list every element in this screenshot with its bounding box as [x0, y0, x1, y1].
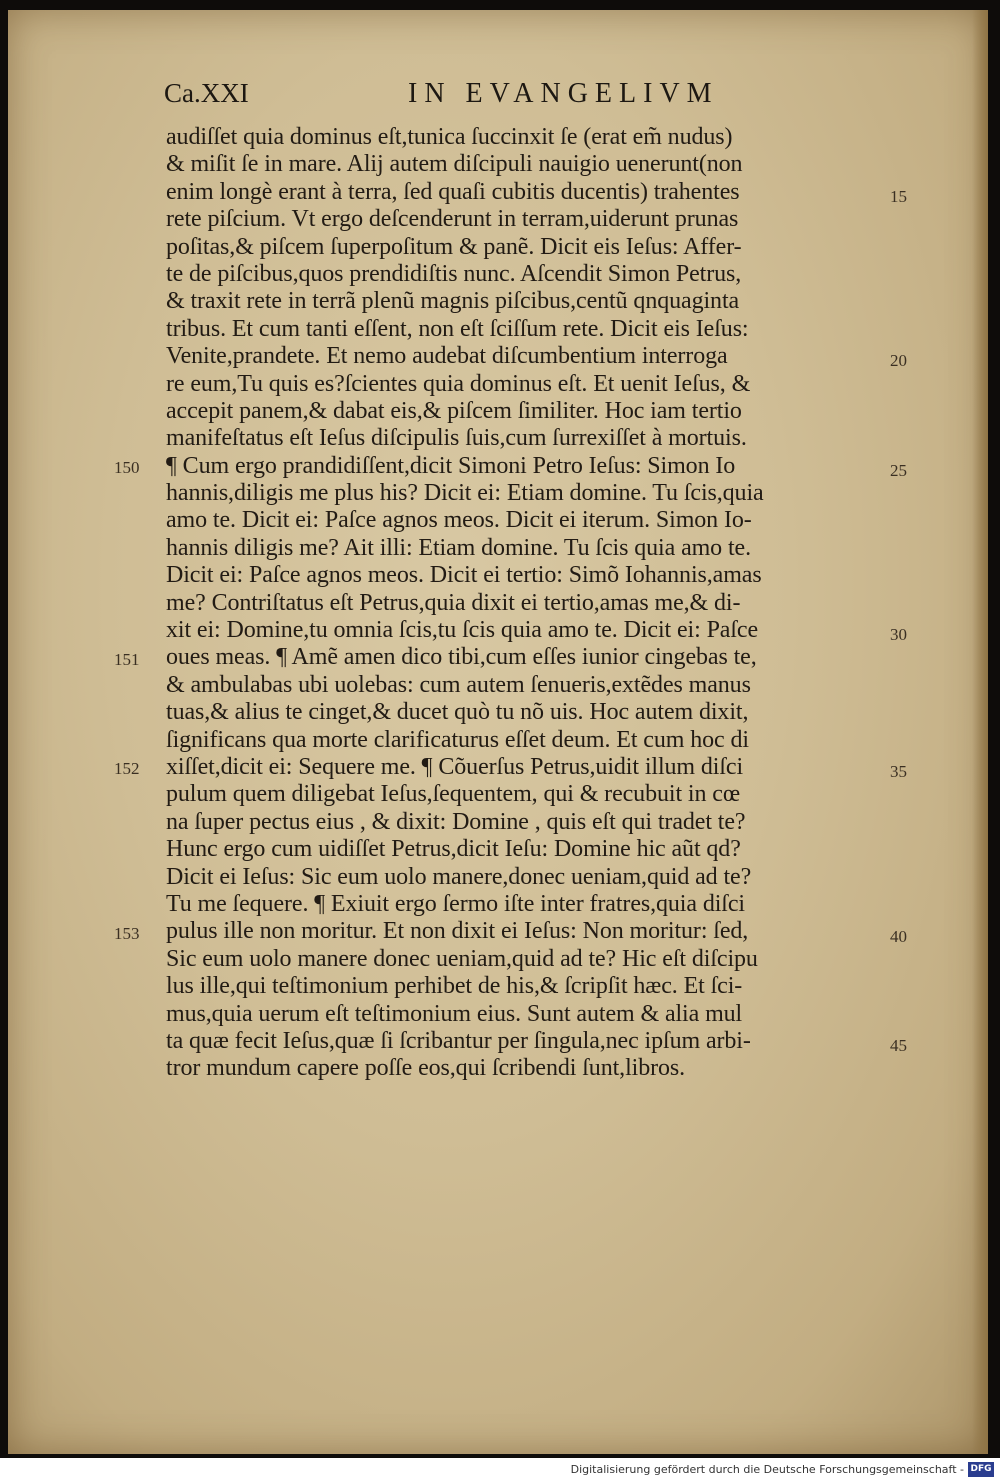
text-line: me? Contriſtatus eſt Petrus,quia dixit ei tertio,amas me,& di- — [166, 589, 741, 616]
chapter-label: Ca.XXI — [164, 78, 249, 108]
line-number-right: 35 — [890, 762, 907, 782]
text-line: oues meas. ¶ Amẽ amen dico tibi,cum eſſes iunior cingebas te, — [166, 644, 757, 671]
verse-number-left: 153 — [114, 923, 140, 943]
text-line: & ambulabas ubi uolebas: cum autem ſenueris,extẽdes manus — [166, 671, 751, 698]
text-line: amo te. Dicit ei: Paſce agnos meos. Dicit ei iterum. Simon Io- — [166, 507, 752, 534]
footer-bar — [0, 1458, 1000, 1482]
text-line: hannis,diligis me plus his? Dicit ei: Etiam domine. Tu ſcis,quia — [166, 480, 764, 507]
text-line: poſitas,& piſcem ſuperpoſitum & panẽ. Dicit eis Ieſus: Affer- — [166, 233, 742, 260]
text-line: enim longè erant à terra, ſed quaſi cubitis ducentis) trahentes — [166, 178, 740, 205]
text-line: Tu me ſequere. ¶ Exiuit ergo ſermo iſte inter fratres,quia diſci — [166, 890, 745, 917]
text-line: tuas,& alius te cinget,& ducet quò tu nõ uis. Hoc autem dixit, — [166, 699, 749, 726]
text-line: Sic eum uolo manere donec ueniam,quid ad te? Hic eſt diſcipu — [166, 945, 758, 972]
line-number-right: 25 — [890, 460, 907, 480]
text-line: tror mundum capere poſſe eos,qui ſcribendi ſunt,libros. — [166, 1055, 686, 1082]
text-line: accepit panem,& dabat eis,& piſcem ſimiliter. Hoc iam tertio — [166, 397, 742, 424]
text-line: & traxit rete in terrã plenũ magnis piſcibus,centũ qnquaginta — [166, 288, 740, 315]
text-line: te de piſcibus,quos prendidiſtis nunc. Aſcendit Simon Petrus, — [166, 260, 742, 287]
dfg-logo: DFG — [968, 1462, 994, 1477]
funding-note: Digitalisierung gefördert durch die Deutsche Forschungsgemeinschaft - — [570, 1463, 964, 1476]
running-title: IN EVANGELIVM — [408, 78, 719, 109]
verse-number-left: 152 — [114, 759, 140, 779]
text-line: ta quæ fecit Ieſus,quæ ſi ſcribantur per ſingula,nec ipſum arbi- — [166, 1027, 751, 1054]
text-line: Dicit ei Ieſus: Sic eum uolo manere,donec ueniam,quid ad te? — [166, 863, 752, 890]
text-line: lus ille,qui teſtimonium perhibet de his,& ſcripſit hæc. Et ſci- — [166, 973, 743, 1000]
page-edge — [972, 10, 988, 1454]
line-number-right: 20 — [890, 351, 907, 371]
text-line: Dicit ei: Paſce agnos meos. Dicit ei tertio: Simõ Iohannis,amas — [166, 562, 762, 589]
text-line: Venite,prandete. Et nemo audebat diſcumbentium interroga — [166, 343, 728, 370]
text-line: Hunc ergo cum uidiſſet Petrus,dicit Ieſu: Domine hic aũt qd? — [166, 836, 741, 863]
text-line: re eum,Tu quis es?ſcientes quia dominus eſt. Et uenit Ieſus, & — [166, 370, 751, 397]
line-number-right: 30 — [890, 625, 907, 645]
verse-number-left: 151 — [114, 649, 140, 669]
text-line: ſignificans qua morte clarificaturus eſſet deum. Et cum hoc di — [166, 726, 749, 753]
text-line: hannis diligis me? Ait illi: Etiam domine. Tu ſcis quia amo te. — [166, 534, 752, 561]
text-line: xiſſet,dicit ei: Sequere me. ¶ Cõuerſus Petrus,uidit illum diſci — [166, 753, 744, 780]
text-line: pulum quem diligebat Ieſus,ſequentem, qui & recubuit in cœ — [166, 781, 741, 808]
text-line: audiſſet quia dominus eſt,tunica ſuccinxit ſe (erat em̃ nudus) — [166, 124, 733, 150]
line-number-right: 45 — [890, 1036, 907, 1056]
line-number-right: 15 — [890, 186, 907, 206]
line-number-right: 40 — [890, 926, 907, 946]
text-line: tribus. Et cum tanti eſſent, non eſt ſciſſum rete. Dicit eis Ieſus: — [166, 315, 749, 342]
running-head — [160, 78, 800, 118]
verse-number-left: 150 — [114, 457, 140, 477]
text-line: ¶ Cum ergo prandidiſſent,dicit Simoni Petro Ieſus: Simon Io — [166, 452, 736, 479]
text-line: mus,quia uerum eſt teſtimonium eius. Sunt autem & alia mul — [166, 1000, 743, 1027]
text-line: na ſuper pectus eius , & dixit: Domine , quis eſt qui tradet te? — [166, 808, 746, 835]
text-line: xit ei: Domine,tu omnia ſcis,tu ſcis quia amo te. Dicit ei: Paſce — [166, 617, 759, 644]
body-text — [166, 124, 896, 1083]
text-line: & miſit ſe in mare. Alij autem diſcipuli nauigio uenerunt(non — [166, 151, 743, 178]
text-line: manifeſtatus eſt Ieſus diſcipulis ſuis,cum ſurrexiſſet à mortuis. — [166, 425, 747, 452]
text-line: pulus ille non moritur. Et non dixit ei Ieſus: Non moritur: ſed, — [166, 918, 749, 945]
text-line: rete piſcium. Vt ergo deſcenderunt in terram,uiderunt prunas — [166, 206, 739, 233]
